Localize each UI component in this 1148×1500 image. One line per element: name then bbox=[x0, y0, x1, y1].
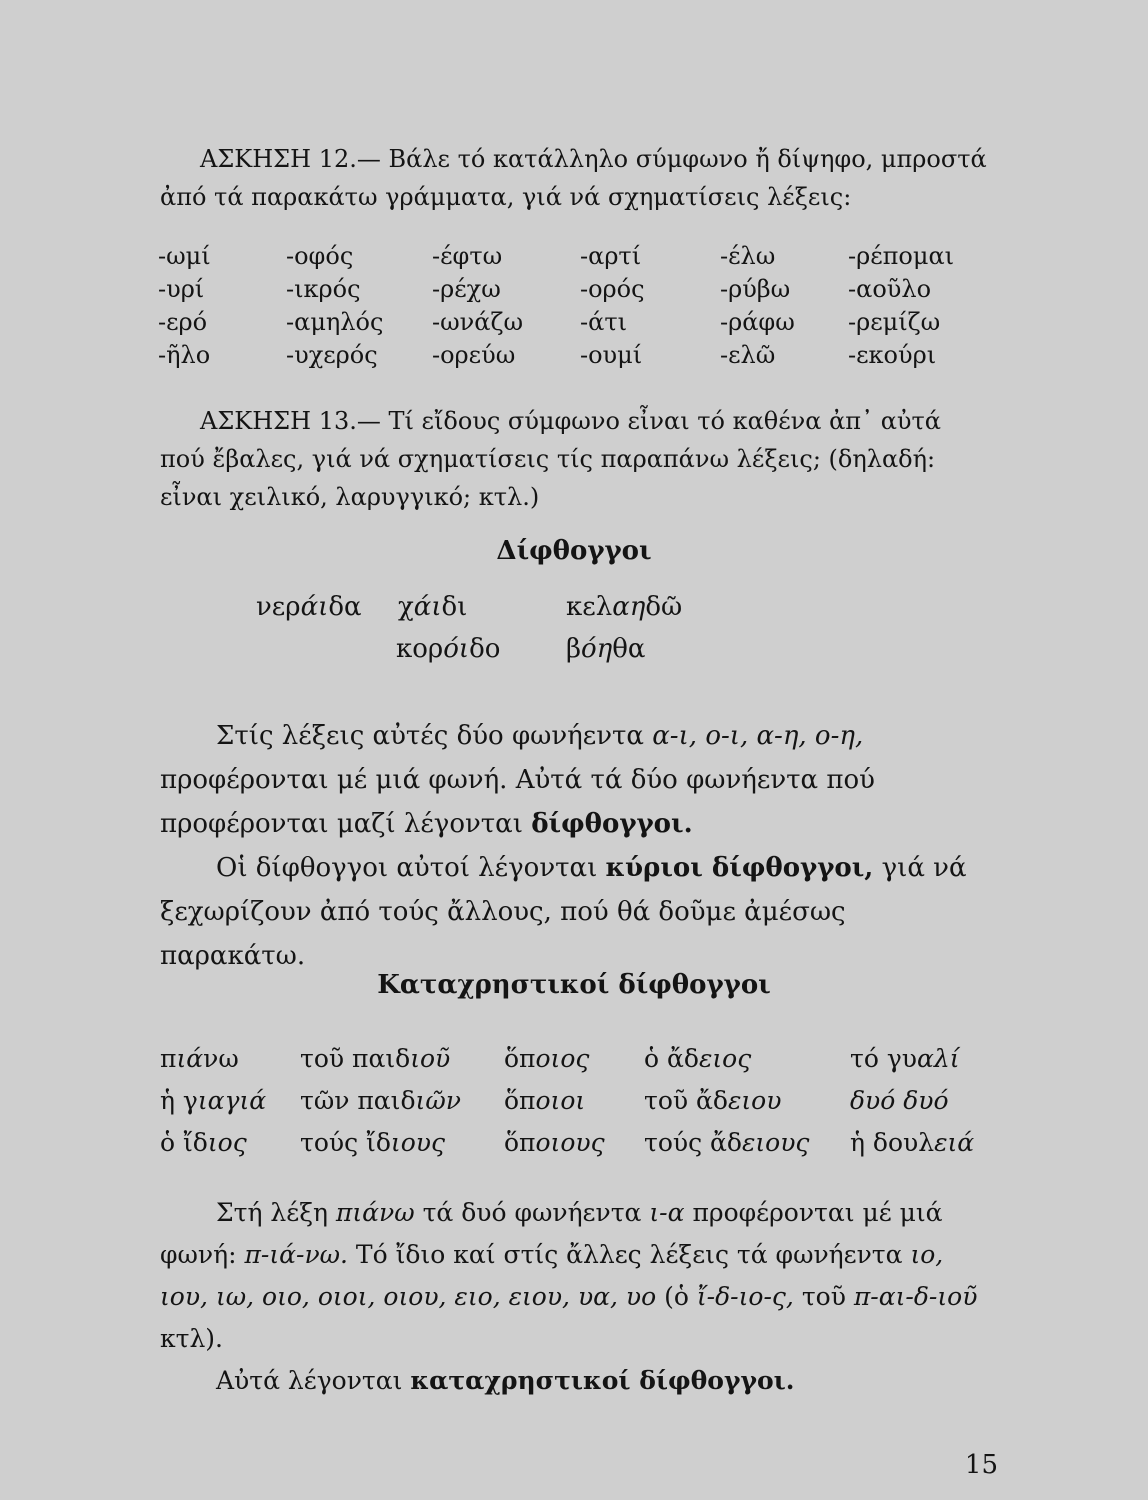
grid-cell: ὁ ἄδειος bbox=[644, 1044, 752, 1073]
grid-cell: -υρί bbox=[158, 275, 205, 303]
grid-cell: -ορός bbox=[580, 275, 645, 303]
improper-diphthongs-heading: Καταχρηστικοί δίφθογγοι bbox=[377, 970, 771, 1000]
grid-cell: -υχερός bbox=[286, 341, 378, 369]
grid-cell: -ρέπομαι bbox=[848, 242, 955, 270]
grid-cell: τούς ἄδειους bbox=[644, 1128, 810, 1157]
page-number: 15 bbox=[964, 1450, 998, 1480]
proper-diphthongs-paragraph: Στίς λέξεις αὐτές δύο φωνήεντα α-ι, ο-ι, α-η, ο-η, προφέρονται μέ μιά φωνή. Αὐτά τά δύο φωνήεντα πού προφέρονται μαζί λέγονται δίφθογγοι. bbox=[160, 721, 875, 839]
grid-cell: -εκούρι bbox=[848, 341, 937, 369]
grid-cell: τούς ἴδιους bbox=[300, 1128, 445, 1157]
grid-cell: -ορεύω bbox=[432, 341, 516, 369]
grid-cell: ὁ ἴδιος bbox=[160, 1128, 247, 1157]
grid-row bbox=[160, 308, 990, 341]
diphthong-example: κορόιδο bbox=[396, 634, 501, 664]
exercise-13-label: ΑΣΚΗΣΗ 13.— bbox=[200, 407, 389, 435]
grid-cell: -ῆλο bbox=[158, 341, 211, 369]
grid-cell: -ράφω bbox=[720, 308, 795, 336]
grid-cell: -ωνάζω bbox=[432, 308, 524, 336]
improper-diphthongs-grid bbox=[160, 1044, 990, 1170]
grid-cell: τοῦ ἄδειου bbox=[644, 1086, 782, 1115]
grid-cell: -ρεμίζω bbox=[848, 308, 941, 336]
grid-cell: ὅποιους bbox=[504, 1128, 605, 1157]
grid-cell: τό γυαλί bbox=[850, 1044, 960, 1073]
grid-cell: ὅποιοι bbox=[504, 1086, 586, 1115]
exercise-12-instructions bbox=[160, 140, 990, 216]
grid-row bbox=[160, 1128, 990, 1170]
grid-row bbox=[160, 1044, 990, 1086]
grid-cell: τῶν παιδιῶν bbox=[300, 1086, 461, 1115]
grid-cell: -έλω bbox=[720, 242, 776, 270]
grid-cell: -αοῦλο bbox=[848, 275, 932, 303]
grid-row bbox=[160, 341, 990, 374]
grid-cell: ὅποιος bbox=[504, 1044, 590, 1073]
grid-cell: -αμηλός bbox=[286, 308, 384, 336]
grid-cell: -ουμί bbox=[580, 341, 643, 369]
diphthong-example: χάιδι bbox=[398, 592, 468, 622]
grid-cell: -άτι bbox=[580, 308, 628, 336]
grid-cell: -οφός bbox=[286, 242, 354, 270]
exercise-12-text: Βάλε τό κατάλληλο σύμφωνο ἤ δίψηφο, μπροστά ἀπό τά παρακάτω γράμματα, γιά νά σχηματίσεις λέξεις: bbox=[160, 145, 987, 211]
grid-cell: -ερό bbox=[158, 308, 208, 336]
grid-cell: πιάνω bbox=[160, 1044, 239, 1073]
grid-row bbox=[160, 242, 990, 275]
grid-cell: -ικρός bbox=[286, 275, 361, 303]
grid-cell: ἡ γιαγιά bbox=[160, 1086, 267, 1115]
exercise-13-text: Τί εἴδους σύμφωνο εἶναι τό καθένα ἀπ᾽ αὐτά πού ἔβαλες, γιά νά σχηματίσεις τίς παραπάνω λέξεις; (δηλαδή: εἶναι χειλικό, λαρυγγικό; κτλ.) bbox=[160, 407, 941, 511]
grid-cell: -ρέχω bbox=[432, 275, 501, 303]
grid-row bbox=[160, 1086, 990, 1128]
diphthong-example: βόηθα bbox=[566, 634, 646, 664]
proper-diphthongs-note: Οἱ δίφθογγοι αὐτοί λέγονται κύριοι δίφθογγοι, γιά νά ξεχωρίζουν ἀπό τούς ἄλλους, πού θά δοῦμε ἀμέσως παρακάτω. bbox=[160, 853, 967, 971]
grid-cell: δυό δυό bbox=[850, 1086, 949, 1115]
improper-diphthongs-paragraph: Στή λέξη πιάνω τά δυό φωνήεντα ι-α προφέρονται μέ μιά φωνή: π-ιά-νω. Τό ἴδιο καί στίς ἄλλες λέξεις τά φωνήεντα ιο, ιου, ιω, οιο, οιοι, οιου, ειο, ειου, υα, υο (ὁ ἴ-δ-ιο-ς, τοῦ π-αι-δ-ιοῦ κτλ). bbox=[160, 1198, 978, 1353]
exercise-12-label: ΑΣΚΗΣΗ 12.— bbox=[200, 145, 389, 173]
diphthongs-heading: Δίφθογγοι bbox=[496, 536, 652, 566]
exercise-13-instructions bbox=[160, 402, 990, 516]
grid-cell: ἡ δουλειά bbox=[850, 1128, 975, 1157]
diphthong-example: νεράιδα bbox=[256, 592, 362, 622]
grid-cell: -έφτω bbox=[432, 242, 503, 270]
grid-cell: -αρτί bbox=[580, 242, 642, 270]
grid-cell: τοῦ παιδιοῦ bbox=[300, 1044, 451, 1073]
grid-cell: -ωμί bbox=[158, 242, 211, 270]
grid-row bbox=[160, 275, 990, 308]
grid-cell: -ελῶ bbox=[720, 341, 776, 369]
diphthong-example: κελαηδῶ bbox=[566, 592, 683, 622]
exercise-12-word-grid bbox=[160, 242, 990, 374]
grid-cell: -ρύβω bbox=[720, 275, 791, 303]
improper-diphthongs-conclusion: Αὐτά λέγονται καταχρηστικοί δίφθογγοι. bbox=[216, 1366, 795, 1395]
